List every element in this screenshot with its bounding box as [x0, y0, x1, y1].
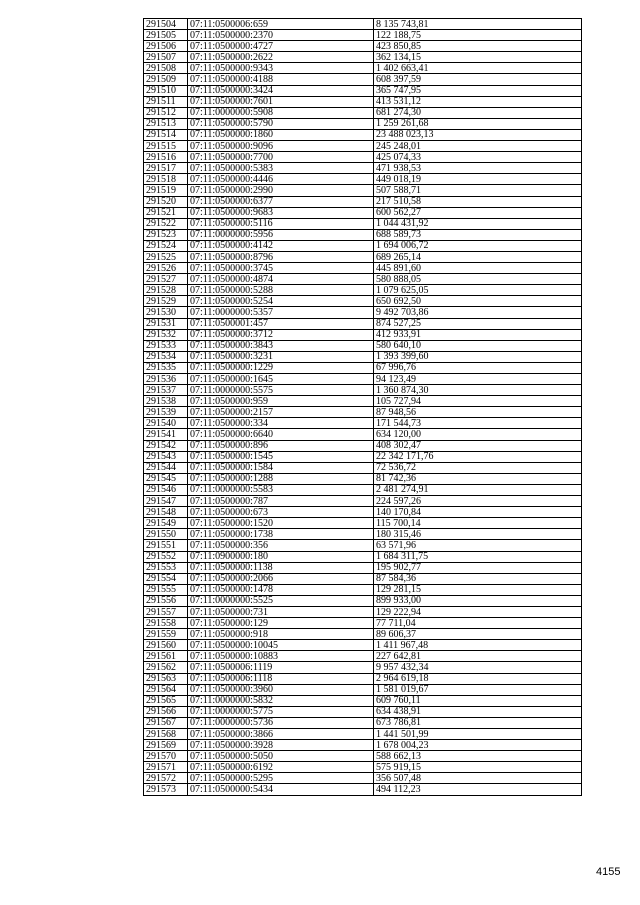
row-number-cell: 291526 — [144, 263, 188, 274]
value-cell: 494 112,23 — [374, 784, 582, 795]
row-number-cell: 291517 — [144, 163, 188, 174]
table-row — [144, 351, 582, 362]
value-cell: 129 222,94 — [374, 606, 582, 617]
row-number-cell: 291505 — [144, 30, 188, 41]
table-row — [144, 651, 582, 662]
table-row — [144, 63, 582, 74]
row-number-cell: 291548 — [144, 507, 188, 518]
row-number-cell: 291557 — [144, 606, 188, 617]
row-number-cell: 291565 — [144, 695, 188, 706]
table-row — [144, 118, 582, 129]
row-number-cell: 291571 — [144, 762, 188, 773]
table-row — [144, 451, 582, 462]
table-row — [144, 540, 582, 551]
row-number-cell: 291507 — [144, 52, 188, 63]
cadastral-number-cell: 07:11:0500000:3843 — [188, 340, 374, 351]
row-number-cell: 291532 — [144, 329, 188, 340]
row-number-cell: 291525 — [144, 251, 188, 262]
cadastral-number-cell: 07:11:0500000:9343 — [188, 63, 374, 74]
table-row — [144, 695, 582, 706]
table-row — [144, 518, 582, 529]
row-number-cell: 291570 — [144, 751, 188, 762]
value-cell: 413 531,12 — [374, 96, 582, 107]
table-row — [144, 562, 582, 573]
table-row — [144, 30, 582, 41]
value-cell: 22 342 171,76 — [374, 451, 582, 462]
table-row — [144, 418, 582, 429]
value-cell: 412 933,91 — [374, 329, 582, 340]
table-row — [144, 296, 582, 307]
value-cell: 681 274,30 — [374, 107, 582, 118]
cadastral-number-cell: 07:11:0500006:1118 — [188, 673, 374, 684]
cadastral-number-cell: 07:11:0000000:5525 — [188, 595, 374, 606]
value-cell: 89 606,37 — [374, 629, 582, 640]
table-row — [144, 163, 582, 174]
table-row — [144, 251, 582, 262]
table-row — [144, 41, 582, 52]
row-number-cell: 291531 — [144, 318, 188, 329]
row-number-cell: 291519 — [144, 185, 188, 196]
value-cell: 634 120,00 — [374, 429, 582, 440]
value-cell: 1 079 625,05 — [374, 285, 582, 296]
table-row — [144, 274, 582, 285]
value-cell: 1 360 874,30 — [374, 385, 582, 396]
row-number-cell: 291539 — [144, 407, 188, 418]
cadastral-number-cell: 07:11:0500000:3960 — [188, 684, 374, 695]
value-cell: 609 760,11 — [374, 695, 582, 706]
value-cell: 72 536,72 — [374, 462, 582, 473]
value-cell: 1 411 967,48 — [374, 640, 582, 651]
row-number-cell: 291540 — [144, 418, 188, 429]
cadastral-number-cell: 07:11:0500006:659 — [188, 19, 374, 30]
row-number-cell: 291567 — [144, 717, 188, 728]
cadastral-number-cell: 07:11:0500000:9683 — [188, 207, 374, 218]
value-cell: 507 588,71 — [374, 185, 582, 196]
value-cell: 1 678 004,23 — [374, 740, 582, 751]
value-cell: 245 248,01 — [374, 141, 582, 152]
table-row — [144, 229, 582, 240]
value-cell: 634 438,91 — [374, 706, 582, 717]
table-row — [144, 629, 582, 640]
row-number-cell: 291508 — [144, 63, 188, 74]
value-cell: 115 700,14 — [374, 518, 582, 529]
value-cell: 94 123,49 — [374, 374, 582, 385]
value-cell: 171 544,73 — [374, 418, 582, 429]
row-number-cell: 291504 — [144, 19, 188, 30]
value-cell: 105 727,94 — [374, 396, 582, 407]
value-cell: 77 711,04 — [374, 618, 582, 629]
row-number-cell: 291509 — [144, 74, 188, 85]
cadastral-number-cell: 07:11:0500006:1119 — [188, 662, 374, 673]
table-row — [144, 762, 582, 773]
table-row — [144, 462, 582, 473]
value-cell: 449 018,19 — [374, 174, 582, 185]
cadastral-number-cell: 07:11:0500001:457 — [188, 318, 374, 329]
table-row — [144, 174, 582, 185]
value-cell: 23 488 023,13 — [374, 129, 582, 140]
row-number-cell: 291556 — [144, 595, 188, 606]
row-number-cell: 291551 — [144, 540, 188, 551]
table-row — [144, 396, 582, 407]
cadastral-number-cell: 07:11:0500000:2990 — [188, 185, 374, 196]
cadastral-number-cell: 07:11:0000000:5775 — [188, 706, 374, 717]
row-number-cell: 291544 — [144, 462, 188, 473]
row-number-cell: 291564 — [144, 684, 188, 695]
value-cell: 1 044 431,92 — [374, 218, 582, 229]
value-cell: 356 507,48 — [374, 773, 582, 784]
row-number-cell: 291534 — [144, 351, 188, 362]
row-number-cell: 291550 — [144, 529, 188, 540]
row-number-cell: 291558 — [144, 618, 188, 629]
cadastral-number-cell: 07:11:0500000:731 — [188, 606, 374, 617]
cadastral-number-cell: 07:11:0000000:5736 — [188, 717, 374, 728]
cadastral-number-cell: 07:11:0000000:5583 — [188, 484, 374, 495]
cadastral-number-cell: 07:11:0500000:129 — [188, 618, 374, 629]
row-number-cell: 291542 — [144, 440, 188, 451]
table-row — [144, 318, 582, 329]
table-row — [144, 706, 582, 717]
table-row — [144, 606, 582, 617]
row-number-cell: 291560 — [144, 640, 188, 651]
row-number-cell: 291566 — [144, 706, 188, 717]
row-number-cell: 291510 — [144, 85, 188, 96]
table-row — [144, 473, 582, 484]
cadastral-number-cell: 07:11:0500000:9096 — [188, 141, 374, 152]
cadastral-number-cell: 07:11:0500000:1138 — [188, 562, 374, 573]
table-body — [144, 19, 582, 796]
row-number-cell: 291536 — [144, 374, 188, 385]
cadastral-number-cell: 07:11:0500000:4446 — [188, 174, 374, 185]
value-cell: 9 492 703,86 — [374, 307, 582, 318]
row-number-cell: 291518 — [144, 174, 188, 185]
cadastral-number-cell: 07:11:0500000:10045 — [188, 640, 374, 651]
cadastral-number-cell: 07:11:0000000:5357 — [188, 307, 374, 318]
table-row — [144, 185, 582, 196]
value-cell: 673 786,81 — [374, 717, 582, 728]
value-cell: 1 581 019,67 — [374, 684, 582, 695]
value-cell: 575 919,15 — [374, 762, 582, 773]
row-number-cell: 291527 — [144, 274, 188, 285]
value-cell: 81 742,36 — [374, 473, 582, 484]
row-number-cell: 291541 — [144, 429, 188, 440]
table-row — [144, 729, 582, 740]
value-cell: 608 397,59 — [374, 74, 582, 85]
table-row — [144, 196, 582, 207]
row-number-cell: 291547 — [144, 496, 188, 507]
value-cell: 8 135 743,81 — [374, 19, 582, 30]
table-row — [144, 74, 582, 85]
table-row — [144, 740, 582, 751]
value-cell: 471 938,53 — [374, 163, 582, 174]
cadastral-number-cell: 07:11:0500000:4874 — [188, 274, 374, 285]
cadastral-number-cell: 07:11:0500000:5295 — [188, 773, 374, 784]
table-row — [144, 440, 582, 451]
row-number-cell: 291530 — [144, 307, 188, 318]
cadastral-number-cell: 07:11:0500000:5288 — [188, 285, 374, 296]
cadastral-number-cell: 07:11:0500000:896 — [188, 440, 374, 451]
table-row — [144, 751, 582, 762]
table-row — [144, 551, 582, 562]
cadastral-number-cell: 07:11:0500000:3866 — [188, 729, 374, 740]
row-number-cell: 291543 — [144, 451, 188, 462]
cadastral-number-cell: 07:11:0500000:5434 — [188, 784, 374, 795]
value-cell: 224 597,26 — [374, 496, 582, 507]
value-cell: 899 933,00 — [374, 595, 582, 606]
value-cell: 1 402 663,41 — [374, 63, 582, 74]
table-row — [144, 595, 582, 606]
value-cell: 1 393 399,60 — [374, 351, 582, 362]
cadastral-number-cell: 07:11:0500000:5254 — [188, 296, 374, 307]
row-number-cell: 291533 — [144, 340, 188, 351]
row-number-cell: 291522 — [144, 218, 188, 229]
cadastral-number-cell: 07:11:0500000:2622 — [188, 52, 374, 63]
table-row — [144, 573, 582, 584]
cadastral-number-cell: 07:11:0500000:3745 — [188, 263, 374, 274]
table-row — [144, 19, 582, 30]
row-number-cell: 291553 — [144, 562, 188, 573]
value-cell: 67 996,76 — [374, 362, 582, 373]
value-cell: 580 888,05 — [374, 274, 582, 285]
cadastral-number-cell: 07:11:0500000:3928 — [188, 740, 374, 751]
row-number-cell: 291520 — [144, 196, 188, 207]
cadastral-number-cell: 07:11:0500000:5383 — [188, 163, 374, 174]
table-row — [144, 684, 582, 695]
cadastral-number-cell: 07:11:0000000:5908 — [188, 107, 374, 118]
cadastral-number-cell: 07:11:0500000:1478 — [188, 584, 374, 595]
table-row — [144, 496, 582, 507]
row-number-cell: 291535 — [144, 362, 188, 373]
cadastral-number-cell: 07:11:0500000:4188 — [188, 74, 374, 85]
cadastral-number-cell: 07:11:0500000:5050 — [188, 751, 374, 762]
row-number-cell: 291555 — [144, 584, 188, 595]
table-row — [144, 129, 582, 140]
value-cell: 1 694 006,72 — [374, 240, 582, 251]
value-cell: 365 747,95 — [374, 85, 582, 96]
row-number-cell: 291545 — [144, 473, 188, 484]
value-cell: 1 684 311,75 — [374, 551, 582, 562]
cadastral-number-cell: 07:11:0500000:2370 — [188, 30, 374, 41]
value-cell: 650 692,50 — [374, 296, 582, 307]
value-cell: 140 170,84 — [374, 507, 582, 518]
cadastral-number-cell: 07:11:0500000:356 — [188, 540, 374, 551]
table-row — [144, 507, 582, 518]
table-row — [144, 85, 582, 96]
table-row — [144, 673, 582, 684]
table-row — [144, 340, 582, 351]
row-number-cell: 291568 — [144, 729, 188, 740]
value-cell: 425 074,33 — [374, 152, 582, 163]
table-row — [144, 784, 582, 795]
row-number-cell: 291516 — [144, 152, 188, 163]
cadastral-number-cell: 07:11:0500000:6377 — [188, 196, 374, 207]
cadastral-number-cell: 07:11:0500000:1860 — [188, 129, 374, 140]
cadastral-number-cell: 07:11:0500000:1738 — [188, 529, 374, 540]
cadastral-number-cell: 07:11:0500000:959 — [188, 396, 374, 407]
row-number-cell: 291515 — [144, 141, 188, 152]
cadastral-number-cell: 07:11:0500000:1229 — [188, 362, 374, 373]
cadastral-number-cell: 07:11:0500000:4727 — [188, 41, 374, 52]
table-row — [144, 141, 582, 152]
value-cell: 688 589,73 — [374, 229, 582, 240]
table-row — [144, 329, 582, 340]
cadastral-number-cell: 07:11:0500000:334 — [188, 418, 374, 429]
value-cell: 2 481 274,91 — [374, 484, 582, 495]
table-row — [144, 218, 582, 229]
value-cell: 87 948,56 — [374, 407, 582, 418]
cadastral-number-cell: 07:11:0500000:1584 — [188, 462, 374, 473]
row-number-cell: 291559 — [144, 629, 188, 640]
table-row — [144, 207, 582, 218]
cadastral-number-cell: 07:11:0500000:6192 — [188, 762, 374, 773]
cadastral-number-cell: 07:11:0500000:1520 — [188, 518, 374, 529]
row-number-cell: 291514 — [144, 129, 188, 140]
value-cell: 63 571,96 — [374, 540, 582, 551]
value-cell: 423 850,85 — [374, 41, 582, 52]
row-number-cell: 291506 — [144, 41, 188, 52]
cadastral-number-cell: 07:11:0500000:787 — [188, 496, 374, 507]
table-row — [144, 374, 582, 385]
table-row — [144, 385, 582, 396]
cadastral-number-cell: 07:11:0000000:5956 — [188, 229, 374, 240]
row-number-cell: 291562 — [144, 662, 188, 673]
cadastral-number-cell: 07:11:0500000:5790 — [188, 118, 374, 129]
cadastral-number-cell: 07:11:0500000:1288 — [188, 473, 374, 484]
row-number-cell: 291512 — [144, 107, 188, 118]
value-cell: 129 281,15 — [374, 584, 582, 595]
table-row — [144, 584, 582, 595]
row-number-cell: 291572 — [144, 773, 188, 784]
cadastral-number-cell: 07:11:0500000:918 — [188, 629, 374, 640]
row-number-cell: 291554 — [144, 573, 188, 584]
row-number-cell: 291573 — [144, 784, 188, 795]
table-row — [144, 484, 582, 495]
table-row — [144, 662, 582, 673]
cadastral-number-cell: 07:11:0500000:1645 — [188, 374, 374, 385]
value-cell: 9 957 432,34 — [374, 662, 582, 673]
table-row — [144, 240, 582, 251]
row-number-cell: 291529 — [144, 296, 188, 307]
cadastral-number-cell: 07:11:0500000:3231 — [188, 351, 374, 362]
row-number-cell: 291524 — [144, 240, 188, 251]
row-number-cell: 291528 — [144, 285, 188, 296]
cadastral-number-cell: 07:11:0500000:3712 — [188, 329, 374, 340]
page-number: 4155 — [596, 866, 621, 878]
cadastral-number-cell: 07:11:0500000:673 — [188, 507, 374, 518]
cadastral-number-cell: 07:11:0500000:5116 — [188, 218, 374, 229]
row-number-cell: 291563 — [144, 673, 188, 684]
table-row — [144, 263, 582, 274]
cadastral-number-cell: 07:11:0000000:5832 — [188, 695, 374, 706]
table-row — [144, 407, 582, 418]
table-row — [144, 362, 582, 373]
row-number-cell: 291521 — [144, 207, 188, 218]
value-cell: 1 441 501,99 — [374, 729, 582, 740]
value-cell: 580 640,10 — [374, 340, 582, 351]
row-number-cell: 291511 — [144, 96, 188, 107]
cadastral-number-cell: 07:11:0500000:1545 — [188, 451, 374, 462]
cadastral-number-cell: 07:11:0500000:2066 — [188, 573, 374, 584]
row-number-cell: 291546 — [144, 484, 188, 495]
value-cell: 122 188,75 — [374, 30, 582, 41]
row-number-cell: 291549 — [144, 518, 188, 529]
table-row — [144, 152, 582, 163]
row-number-cell: 291552 — [144, 551, 188, 562]
table-row — [144, 529, 582, 540]
table-row — [144, 52, 582, 63]
table-row — [144, 285, 582, 296]
table-row — [144, 717, 582, 728]
table-row — [144, 96, 582, 107]
value-cell: 227 642,81 — [374, 651, 582, 662]
cadastral-number-cell: 07:11:0500000:3424 — [188, 85, 374, 96]
value-cell: 195 902,77 — [374, 562, 582, 573]
row-number-cell: 291569 — [144, 740, 188, 751]
value-cell: 87 584,36 — [374, 573, 582, 584]
cadastral-number-cell: 07:11:0900000:180 — [188, 551, 374, 562]
data-table — [143, 18, 582, 796]
table-row — [144, 107, 582, 118]
cadastral-number-cell: 07:11:0500000:10883 — [188, 651, 374, 662]
cadastral-number-cell: 07:11:0500000:2157 — [188, 407, 374, 418]
value-cell: 1 259 261,68 — [374, 118, 582, 129]
cadastral-number-cell: 07:11:0500000:7700 — [188, 152, 374, 163]
value-cell: 874 527,25 — [374, 318, 582, 329]
cadastral-number-cell: 07:11:0500000:7601 — [188, 96, 374, 107]
row-number-cell: 291538 — [144, 396, 188, 407]
value-cell: 408 302,47 — [374, 440, 582, 451]
row-number-cell: 291523 — [144, 229, 188, 240]
value-cell: 362 134,15 — [374, 52, 582, 63]
value-cell: 588 662,13 — [374, 751, 582, 762]
value-cell: 2 964 619,18 — [374, 673, 582, 684]
table-row — [144, 773, 582, 784]
cadastral-number-cell: 07:11:0500000:6640 — [188, 429, 374, 440]
row-number-cell: 291513 — [144, 118, 188, 129]
cadastral-number-cell: 07:11:0500000:4142 — [188, 240, 374, 251]
cadastral-number-cell: 07:11:0500000:8796 — [188, 251, 374, 262]
row-number-cell: 291561 — [144, 651, 188, 662]
value-cell: 600 562,27 — [374, 207, 582, 218]
cadastral-number-cell: 07:11:0000000:5575 — [188, 385, 374, 396]
value-cell: 445 891,60 — [374, 263, 582, 274]
row-number-cell: 291537 — [144, 385, 188, 396]
value-cell: 217 510,58 — [374, 196, 582, 207]
table-row — [144, 307, 582, 318]
value-cell: 180 315,46 — [374, 529, 582, 540]
table-row — [144, 618, 582, 629]
table-row — [144, 429, 582, 440]
value-cell: 689 265,14 — [374, 251, 582, 262]
table-row — [144, 640, 582, 651]
